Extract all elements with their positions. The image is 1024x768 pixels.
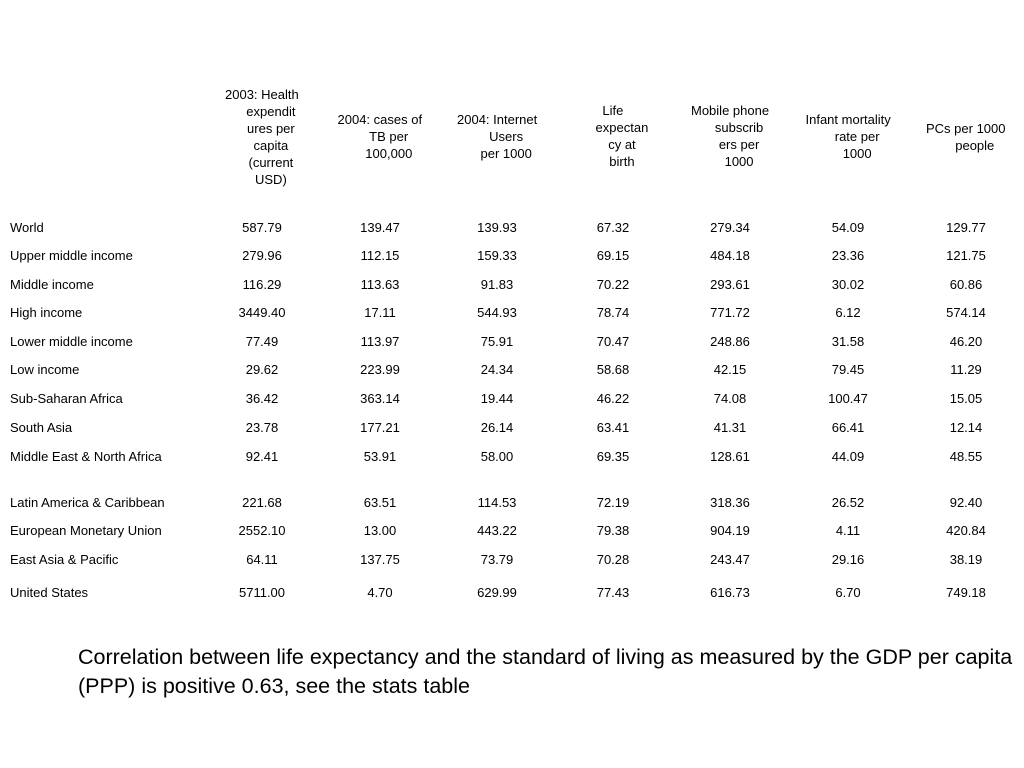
table-cell: 4.70	[367, 585, 393, 600]
table-cell: 904.19	[710, 523, 750, 538]
table-cell: 70.22	[596, 277, 630, 292]
table-cell: 63.51	[363, 495, 397, 510]
table-cell: 69.15	[596, 248, 630, 263]
table-row	[0, 360, 1024, 380]
table-cell: 75.91	[480, 334, 514, 349]
table-cell: 587.79	[242, 220, 282, 235]
table-cell: 29.62	[245, 362, 279, 377]
table-row	[0, 275, 1024, 295]
table-cell: 112.15	[360, 248, 400, 263]
table-cell: 26.52	[831, 495, 865, 510]
table-row	[0, 332, 1024, 352]
table-cell: 42.15	[713, 362, 747, 377]
table-cell: 30.02	[831, 277, 865, 292]
column-header-4: Life expectan cy at birth	[595, 103, 649, 169]
table-cell: 79.38	[596, 523, 630, 538]
table-row	[0, 550, 1024, 570]
row-label: High income	[10, 305, 83, 320]
table-row	[0, 246, 1024, 266]
table-cell: 19.44	[480, 391, 514, 406]
table-cell: 29.16	[831, 552, 865, 567]
table-cell: 31.58	[831, 334, 865, 349]
table-cell: 248.86	[710, 334, 750, 349]
table-cell: 23.78	[245, 420, 279, 435]
table-cell: 318.36	[710, 495, 750, 510]
table-cell: 26.14	[480, 420, 514, 435]
table-cell: 4.11	[835, 523, 861, 538]
table-cell: 73.79	[480, 552, 514, 567]
table-cell: 44.09	[831, 449, 865, 464]
table-cell: 60.86	[949, 277, 983, 292]
table-cell: 58.00	[480, 449, 514, 464]
table-cell: 91.83	[480, 277, 514, 292]
table-cell: 36.42	[245, 391, 279, 406]
table-cell: 66.41	[831, 420, 865, 435]
row-label: South Asia	[10, 420, 73, 435]
row-label: Lower middle income	[10, 334, 133, 349]
table-row	[0, 418, 1024, 438]
table-cell: 223.99	[360, 362, 400, 377]
table-cell: 63.41	[596, 420, 630, 435]
table-cell: 17.11	[364, 305, 396, 320]
table-cell: 38.19	[949, 552, 983, 567]
table-cell: 771.72	[710, 305, 750, 320]
table-cell: 78.74	[596, 305, 630, 320]
table-row	[0, 583, 1024, 603]
table-cell: 177.21	[360, 420, 400, 435]
row-label: Middle income	[10, 277, 94, 292]
table-cell: 12.14	[949, 420, 983, 435]
table-cell: 46.20	[949, 334, 983, 349]
table-cell: 137.75	[360, 552, 400, 567]
table-cell: 53.91	[363, 449, 397, 464]
table-cell: 2552.10	[238, 523, 286, 538]
table-cell: 279.96	[242, 248, 282, 263]
table-cell: 23.36	[831, 248, 865, 263]
column-header-2: 2004: cases of TB per 100,000	[337, 112, 423, 161]
table-cell: 15.05	[949, 391, 983, 406]
row-label: Sub-Saharan Africa	[10, 391, 123, 406]
table-cell: 72.19	[596, 495, 630, 510]
table-cell: 11.29	[950, 362, 982, 377]
table-cell: 116.29	[242, 277, 282, 292]
table-cell: 67.32	[596, 220, 630, 235]
table-cell: 69.35	[596, 449, 630, 464]
table-cell: 443.22	[477, 523, 517, 538]
table-cell: 41.31	[713, 420, 747, 435]
row-label: Upper middle income	[10, 248, 133, 263]
table-cell: 616.73	[710, 585, 750, 600]
table-cell: 79.45	[831, 362, 865, 377]
table-row	[0, 303, 1024, 323]
table-row	[0, 447, 1024, 467]
table-cell: 159.33	[477, 248, 517, 263]
table-cell: 629.99	[477, 585, 517, 600]
row-label: World	[10, 220, 44, 235]
table-cell: 6.70	[835, 585, 861, 600]
column-header-6: Infant mortality rate per 1000	[805, 112, 891, 161]
table-cell: 64.11	[246, 552, 278, 567]
table-cell: 139.47	[360, 220, 400, 235]
table-cell: 129.77	[946, 220, 986, 235]
table-cell: 13.00	[363, 523, 397, 538]
table-cell: 54.09	[831, 220, 865, 235]
table-cell: 70.28	[596, 552, 630, 567]
table-cell: 70.47	[596, 334, 630, 349]
row-label: Middle East & North Africa	[10, 449, 162, 464]
table-cell: 46.22	[596, 391, 630, 406]
table-cell: 114.53	[477, 495, 517, 510]
table-cell: 77.49	[245, 334, 279, 349]
row-label: Latin America & Caribbean	[10, 495, 165, 510]
table-cell: 113.63	[360, 277, 400, 292]
table-cell: 139.93	[477, 220, 517, 235]
table-cell: 100.47	[828, 391, 868, 406]
table-cell: 243.47	[710, 552, 750, 567]
table-cell: 749.18	[946, 585, 986, 600]
column-header-5: Mobile phone subscrib ers per 1000	[691, 103, 770, 169]
table-cell: 128.61	[710, 449, 750, 464]
table-cell: 293.61	[710, 277, 750, 292]
table-cell: 574.14	[946, 305, 986, 320]
table-row	[0, 521, 1024, 541]
table-cell: 420.84	[946, 523, 986, 538]
column-header-3: 2004: Internet Users per 1000	[457, 112, 538, 161]
table-cell: 113.97	[360, 334, 400, 349]
table-cell: 3449.40	[238, 305, 286, 320]
table-cell: 544.93	[477, 305, 517, 320]
caption-text: Correlation between life expectancy and the standard of living as measured by the GDP per capita (PPP) is positive 0.63, see the stats table	[78, 645, 1013, 698]
table-cell: 5711.00	[238, 585, 286, 600]
row-label: East Asia & Pacific	[10, 552, 119, 567]
row-label: United States	[10, 585, 89, 600]
table-row	[0, 493, 1024, 513]
table-cell: 279.34	[710, 220, 750, 235]
table-cell: 24.34	[480, 362, 514, 377]
table-cell: 484.18	[710, 248, 750, 263]
table-cell: 77.43	[596, 585, 630, 600]
table-cell: 363.14	[360, 391, 400, 406]
table-cell: 92.40	[949, 495, 983, 510]
table-cell: 58.68	[596, 362, 630, 377]
table-row	[0, 389, 1024, 409]
table-cell: 92.41	[245, 449, 279, 464]
column-header-7: PCs per 1000 people	[926, 121, 1006, 153]
column-header-1: 2003: Health expendit ures per capita (current USD)	[225, 87, 299, 187]
table-row	[0, 218, 1024, 238]
row-label: European Monetary Union	[10, 523, 162, 538]
table-cell: 6.12	[835, 305, 861, 320]
table-cell: 221.68	[242, 495, 282, 510]
table-cell: 48.55	[949, 449, 983, 464]
row-label: Low income	[10, 362, 80, 377]
table-cell: 121.75	[946, 248, 986, 263]
table-cell: 74.08	[713, 391, 747, 406]
